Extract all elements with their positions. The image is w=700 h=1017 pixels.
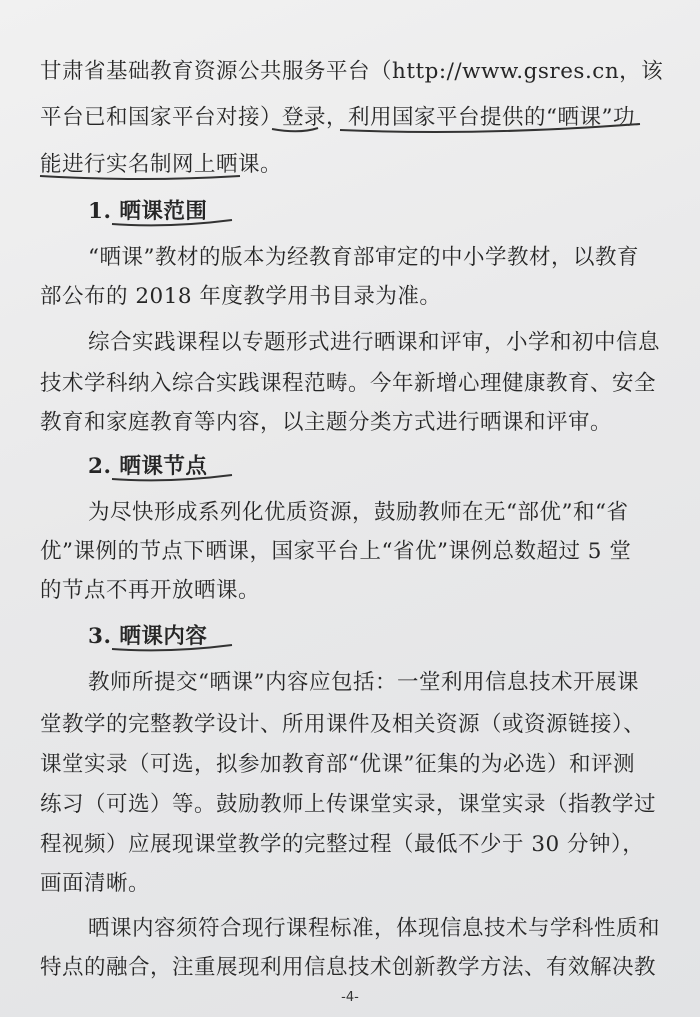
page-number: -4- — [341, 990, 359, 1005]
paragraph-line: 为尽快形成系列化优质资源，鼓励教师在无“部优”和“省 — [88, 500, 629, 525]
paragraph-line: 特点的融合，注重展现利用信息技术创新教学方法、有效解决教 — [40, 955, 657, 980]
paragraph-line: 教师所提交“晒课”内容应包括：一堂利用信息技术开展课 — [88, 670, 639, 695]
paragraph-line: 程视频）应展现课堂教学的完整过程（最低不少于 30 分钟）， — [40, 832, 645, 857]
paragraph-line: 课堂实录（可选，拟参加教育部“优课”征集的为必选）和评测 — [40, 752, 635, 777]
paragraph-line: 练习（可选）等。鼓励教师上传课堂实录，课堂实录（指教学过 — [40, 792, 657, 817]
paragraph-line: 平台已和国家平台对接）登录，利用国家平台提供的“晒课”功 — [40, 105, 635, 130]
paragraph-line: 能进行实名制网上晒课。 — [40, 152, 283, 177]
section-heading-3: 3. 晒课内容 — [88, 624, 208, 649]
paragraph-line: 画面清晰。 — [40, 871, 151, 896]
paragraph-line: 甘肃省基础教育资源公共服务平台（http://www.gsres.cn，该 — [40, 59, 664, 84]
paragraph-line: 教育和家庭教育等内容，以主题分类方式进行晒课和评审。 — [40, 410, 613, 435]
paragraph-line: 部公布的 2018 年度教学用书目录为准。 — [40, 284, 442, 309]
paragraph-line: 的节点不再开放晒课。 — [40, 578, 261, 603]
paragraph-line: 堂教学的完整教学设计、所用课件及相关资源（或资源链接）、 — [40, 712, 646, 737]
section-heading-2: 2. 晒课节点 — [88, 454, 208, 479]
paragraph-line: 技术学科纳入综合实践课程范畴。今年新增心理健康教育、安全 — [40, 371, 657, 396]
paragraph-line: “晒课”教材的版本为经教育部审定的中小学教材，以教育 — [88, 245, 639, 270]
paragraph-line: 晒课内容须符合现行课程标准，体现信息技术与学科性质和 — [88, 916, 661, 941]
paragraph-line: 综合实践课程以专题形式进行晒课和评审，小学和初中信息 — [88, 330, 661, 355]
section-heading-1: 1. 晒课范围 — [88, 199, 208, 224]
paragraph-line: 优”课例的节点下晒课，国家平台上“省优”课例总数超过 5 堂 — [40, 539, 632, 564]
